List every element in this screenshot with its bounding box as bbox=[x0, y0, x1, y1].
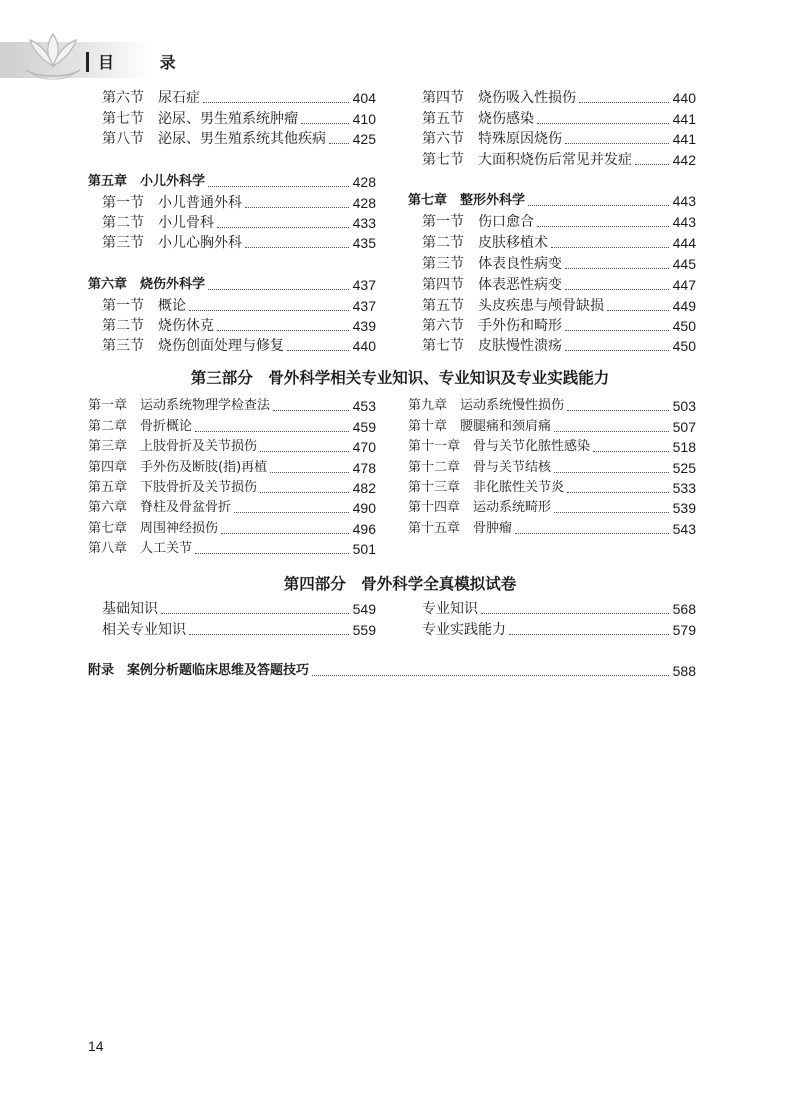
toc-entry-label: 第十四章 运动系统畸形 bbox=[408, 500, 552, 515]
dot-leader bbox=[234, 512, 349, 513]
dot-leader bbox=[537, 123, 669, 124]
toc-entry-page: 440 bbox=[352, 338, 376, 354]
toc-entry-page: 579 bbox=[672, 622, 696, 638]
toc-entry bbox=[422, 599, 696, 619]
dot-leader bbox=[565, 143, 669, 144]
dot-leader bbox=[567, 410, 669, 411]
toc-entry-label: 第六章 脊柱及骨盆骨折 bbox=[88, 500, 232, 515]
dot-leader bbox=[301, 123, 349, 124]
toc-entry-label: 第七章 周围神经损伤 bbox=[88, 521, 219, 536]
toc-entry-label: 第七节 皮肤慢性溃疡 bbox=[422, 338, 562, 354]
dot-leader bbox=[554, 512, 669, 513]
toc-entry-page: 503 bbox=[672, 398, 696, 414]
toc-entry bbox=[408, 417, 696, 437]
toc-entry bbox=[422, 620, 696, 640]
toc-entry-page: 539 bbox=[672, 500, 696, 516]
toc-entry bbox=[88, 458, 376, 478]
toc-entry-page: 568 bbox=[672, 601, 696, 617]
dot-leader bbox=[221, 533, 349, 534]
dot-leader bbox=[481, 613, 669, 614]
toc-entry-label: 第五章 小儿外科学 bbox=[88, 174, 206, 189]
dot-leader bbox=[217, 330, 349, 331]
toc-entry-page: 449 bbox=[672, 298, 696, 314]
toc-entry bbox=[88, 498, 376, 518]
toc-entry bbox=[422, 88, 696, 108]
toc-entry-page: 588 bbox=[672, 663, 696, 679]
toc-entry-label: 第九章 运动系统慢性损伤 bbox=[408, 398, 565, 413]
toc-entry bbox=[102, 193, 376, 213]
toc-entry bbox=[88, 519, 376, 539]
toc-entry-label: 第五节 烧伤感染 bbox=[422, 111, 534, 127]
toc-entry-page: 437 bbox=[352, 298, 376, 314]
toc-entry bbox=[88, 275, 376, 295]
toc-entry bbox=[102, 296, 376, 316]
toc-entry-label: 第一节 伤口愈合 bbox=[422, 214, 534, 230]
dot-leader bbox=[273, 410, 349, 411]
toc-entry-page: 443 bbox=[672, 193, 696, 209]
toc-entry-page: 501 bbox=[352, 541, 376, 557]
toc-entry-label: 第十三章 非化脓性关节炎 bbox=[408, 480, 565, 495]
dot-leader bbox=[528, 205, 669, 206]
toc-entry-page: 518 bbox=[672, 439, 696, 455]
toc-entry-label: 第十一章 骨与关节化脓性感染 bbox=[408, 439, 591, 454]
toc-entry-label: 专业实践能力 bbox=[422, 622, 506, 638]
dot-leader bbox=[287, 350, 349, 351]
dot-leader bbox=[567, 492, 669, 493]
toc-entry-page: 543 bbox=[672, 521, 696, 537]
dot-leader bbox=[565, 330, 669, 331]
toc-entry-label: 第一节 小儿普通外科 bbox=[102, 195, 242, 211]
page-number: 14 bbox=[88, 1038, 104, 1054]
toc-entry-page: 435 bbox=[352, 235, 376, 251]
toc-entry-label: 第三节 小儿心胸外科 bbox=[102, 235, 242, 251]
toc-entry-label: 第七节 大面积烧伤后常见并发症 bbox=[422, 152, 632, 168]
dot-leader bbox=[312, 675, 669, 676]
toc-entry-label: 第八章 人工关节 bbox=[88, 541, 193, 556]
toc-entry-label: 第四节 体表恶性病变 bbox=[422, 277, 562, 293]
toc-entry bbox=[422, 129, 696, 149]
toc-entry-label: 第三节 体表良性病变 bbox=[422, 256, 562, 272]
dot-leader bbox=[189, 310, 349, 311]
part4-title: 第四部分 骨外科学全真模拟试卷 bbox=[283, 574, 517, 593]
toc-entry-page: 507 bbox=[672, 419, 696, 435]
toc-entry-label: 第八节 泌尿、男生殖系统其他疾病 bbox=[102, 131, 326, 147]
toc-entry-page: 425 bbox=[352, 131, 376, 147]
toc-entry bbox=[102, 213, 376, 233]
dot-leader bbox=[551, 247, 669, 248]
toc-entry bbox=[408, 396, 696, 416]
toc-entry-label: 第二节 皮肤移植术 bbox=[422, 235, 548, 251]
toc-entry bbox=[408, 191, 696, 211]
toc-entry bbox=[102, 316, 376, 336]
dot-leader bbox=[515, 533, 669, 534]
toc-entry-label: 第六节 尿石症 bbox=[102, 90, 200, 106]
dot-leader bbox=[607, 310, 669, 311]
toc-entry bbox=[422, 233, 696, 253]
dot-leader bbox=[635, 164, 669, 165]
toc-entry-label: 附录 案例分析题临床思维及答题技巧 bbox=[88, 663, 310, 678]
toc-entry-page: 482 bbox=[352, 480, 376, 496]
toc-entry-label: 第十二章 骨与关节结核 bbox=[408, 460, 552, 475]
toc-entry-page: 428 bbox=[352, 195, 376, 211]
toc-entry-page: 478 bbox=[352, 460, 376, 476]
toc-entry-label: 基础知识 bbox=[102, 601, 158, 617]
toc-entry-label: 第四章 手外伤及断肢(指)再植 bbox=[88, 460, 268, 475]
dot-leader bbox=[161, 613, 349, 614]
toc-entry-label: 第三节 烧伤创面处理与修复 bbox=[102, 338, 284, 354]
page-title: 目 录 bbox=[98, 53, 196, 72]
toc-entry-label: 第六节 特殊原因烧伤 bbox=[422, 131, 562, 147]
toc-entry-page: 439 bbox=[352, 318, 376, 334]
toc-entry-page: 437 bbox=[352, 277, 376, 293]
toc-entry bbox=[88, 417, 376, 437]
toc-entry bbox=[102, 109, 376, 129]
toc-entry-label: 第七章 整形外科学 bbox=[408, 193, 526, 208]
dot-leader bbox=[203, 102, 349, 103]
dot-leader bbox=[260, 451, 349, 452]
toc-entry bbox=[102, 88, 376, 108]
toc-entry-page: 444 bbox=[672, 235, 696, 251]
header-divider bbox=[86, 52, 89, 72]
toc-entry-page: 442 bbox=[672, 152, 696, 168]
toc-entry-label: 第二章 骨折概论 bbox=[88, 419, 193, 434]
dot-leader bbox=[195, 431, 349, 432]
dot-leader bbox=[245, 207, 349, 208]
toc-entry bbox=[408, 437, 696, 457]
toc-entry bbox=[102, 599, 376, 619]
dot-leader bbox=[537, 226, 669, 227]
toc-entry-page: 450 bbox=[672, 318, 696, 334]
toc-entry-label: 相关专业知识 bbox=[102, 622, 186, 638]
toc-entry bbox=[422, 109, 696, 129]
toc-entry-label: 第一节 概论 bbox=[102, 298, 186, 314]
toc-entry-page: 533 bbox=[672, 480, 696, 496]
dot-leader bbox=[554, 431, 669, 432]
toc-entry bbox=[422, 275, 696, 295]
dot-leader bbox=[208, 186, 349, 187]
toc-entry bbox=[102, 336, 376, 356]
toc-entry-page: 445 bbox=[672, 256, 696, 272]
toc-entry bbox=[88, 437, 376, 457]
toc-entry bbox=[102, 233, 376, 253]
toc-entry-label: 第五章 下肢骨折及关节损伤 bbox=[88, 480, 258, 495]
toc-entry-page: 453 bbox=[352, 398, 376, 414]
dot-leader bbox=[579, 102, 669, 103]
dot-leader bbox=[329, 143, 349, 144]
toc-entry-label: 第二节 烧伤休克 bbox=[102, 318, 214, 334]
page-header bbox=[0, 0, 800, 90]
toc-entry-page: 428 bbox=[352, 174, 376, 190]
toc-entry-page: 559 bbox=[352, 622, 376, 638]
dot-leader bbox=[565, 350, 669, 351]
toc-entry-page: 549 bbox=[352, 601, 376, 617]
toc-entry-label: 第七节 泌尿、男生殖系统肿瘤 bbox=[102, 111, 298, 127]
toc-entry bbox=[88, 478, 376, 498]
dot-leader bbox=[208, 289, 349, 290]
toc-entry-page: 450 bbox=[672, 338, 696, 354]
toc-entry-page: 525 bbox=[672, 460, 696, 476]
dot-leader bbox=[260, 492, 349, 493]
toc-entry bbox=[408, 478, 696, 498]
toc-entry bbox=[88, 172, 376, 192]
toc-entry-label: 第六节 手外伤和畸形 bbox=[422, 318, 562, 334]
toc-entry-label: 第五节 头皮疾患与颅骨缺损 bbox=[422, 298, 604, 314]
toc-entry bbox=[408, 458, 696, 478]
toc-entry bbox=[422, 296, 696, 316]
dot-leader bbox=[189, 634, 349, 635]
toc-entry bbox=[422, 212, 696, 232]
toc-entry-page: 410 bbox=[352, 111, 376, 127]
toc-entry bbox=[102, 620, 376, 640]
toc-entry-label: 第一章 运动系统物理学检查法 bbox=[88, 398, 271, 413]
toc-entry-label: 第十章 腰腿痛和颈肩痛 bbox=[408, 419, 552, 434]
toc-entry-page: 404 bbox=[352, 90, 376, 106]
toc-entry bbox=[88, 539, 376, 559]
toc-entry-page: 443 bbox=[672, 214, 696, 230]
lotus-logo-icon bbox=[18, 26, 88, 82]
toc-entry-label: 第三章 上肢骨折及关节损伤 bbox=[88, 439, 258, 454]
dot-leader bbox=[565, 268, 669, 269]
toc-entry-page: 441 bbox=[672, 131, 696, 147]
toc-entry bbox=[88, 661, 696, 681]
toc-entry-page: 441 bbox=[672, 111, 696, 127]
dot-leader bbox=[270, 472, 348, 473]
toc-entry-label: 第六章 烧伤外科学 bbox=[88, 277, 206, 292]
toc-entry-page: 459 bbox=[352, 419, 376, 435]
dot-leader bbox=[217, 227, 349, 228]
toc-entry bbox=[88, 396, 376, 416]
dot-leader bbox=[509, 634, 669, 635]
toc-entry-label: 专业知识 bbox=[422, 601, 478, 617]
toc-entry-label: 第十五章 骨肿瘤 bbox=[408, 521, 513, 536]
dot-leader bbox=[565, 289, 669, 290]
toc-entry-page: 470 bbox=[352, 439, 376, 455]
dot-leader bbox=[245, 247, 349, 248]
toc-entry-page: 447 bbox=[672, 277, 696, 293]
toc-entry bbox=[408, 498, 696, 518]
toc-entry-label: 第四节 烧伤吸入性损伤 bbox=[422, 90, 576, 106]
toc-entry bbox=[422, 150, 696, 170]
toc-entry bbox=[408, 519, 696, 539]
toc-entry-page: 496 bbox=[352, 521, 376, 537]
toc-entry-page: 433 bbox=[352, 215, 376, 231]
toc-entry-page: 490 bbox=[352, 500, 376, 516]
part3-title: 第三部分 骨外科学相关专业知识、专业知识及专业实践能力 bbox=[190, 368, 610, 387]
toc-entry bbox=[422, 316, 696, 336]
dot-leader bbox=[554, 472, 669, 473]
dot-leader bbox=[195, 553, 349, 554]
toc-entry bbox=[102, 129, 376, 149]
toc-entry-page: 440 bbox=[672, 90, 696, 106]
toc-entry-label: 第二节 小儿骨科 bbox=[102, 215, 214, 231]
toc-entry bbox=[422, 336, 696, 356]
toc-entry bbox=[422, 254, 696, 274]
dot-leader bbox=[593, 451, 669, 452]
